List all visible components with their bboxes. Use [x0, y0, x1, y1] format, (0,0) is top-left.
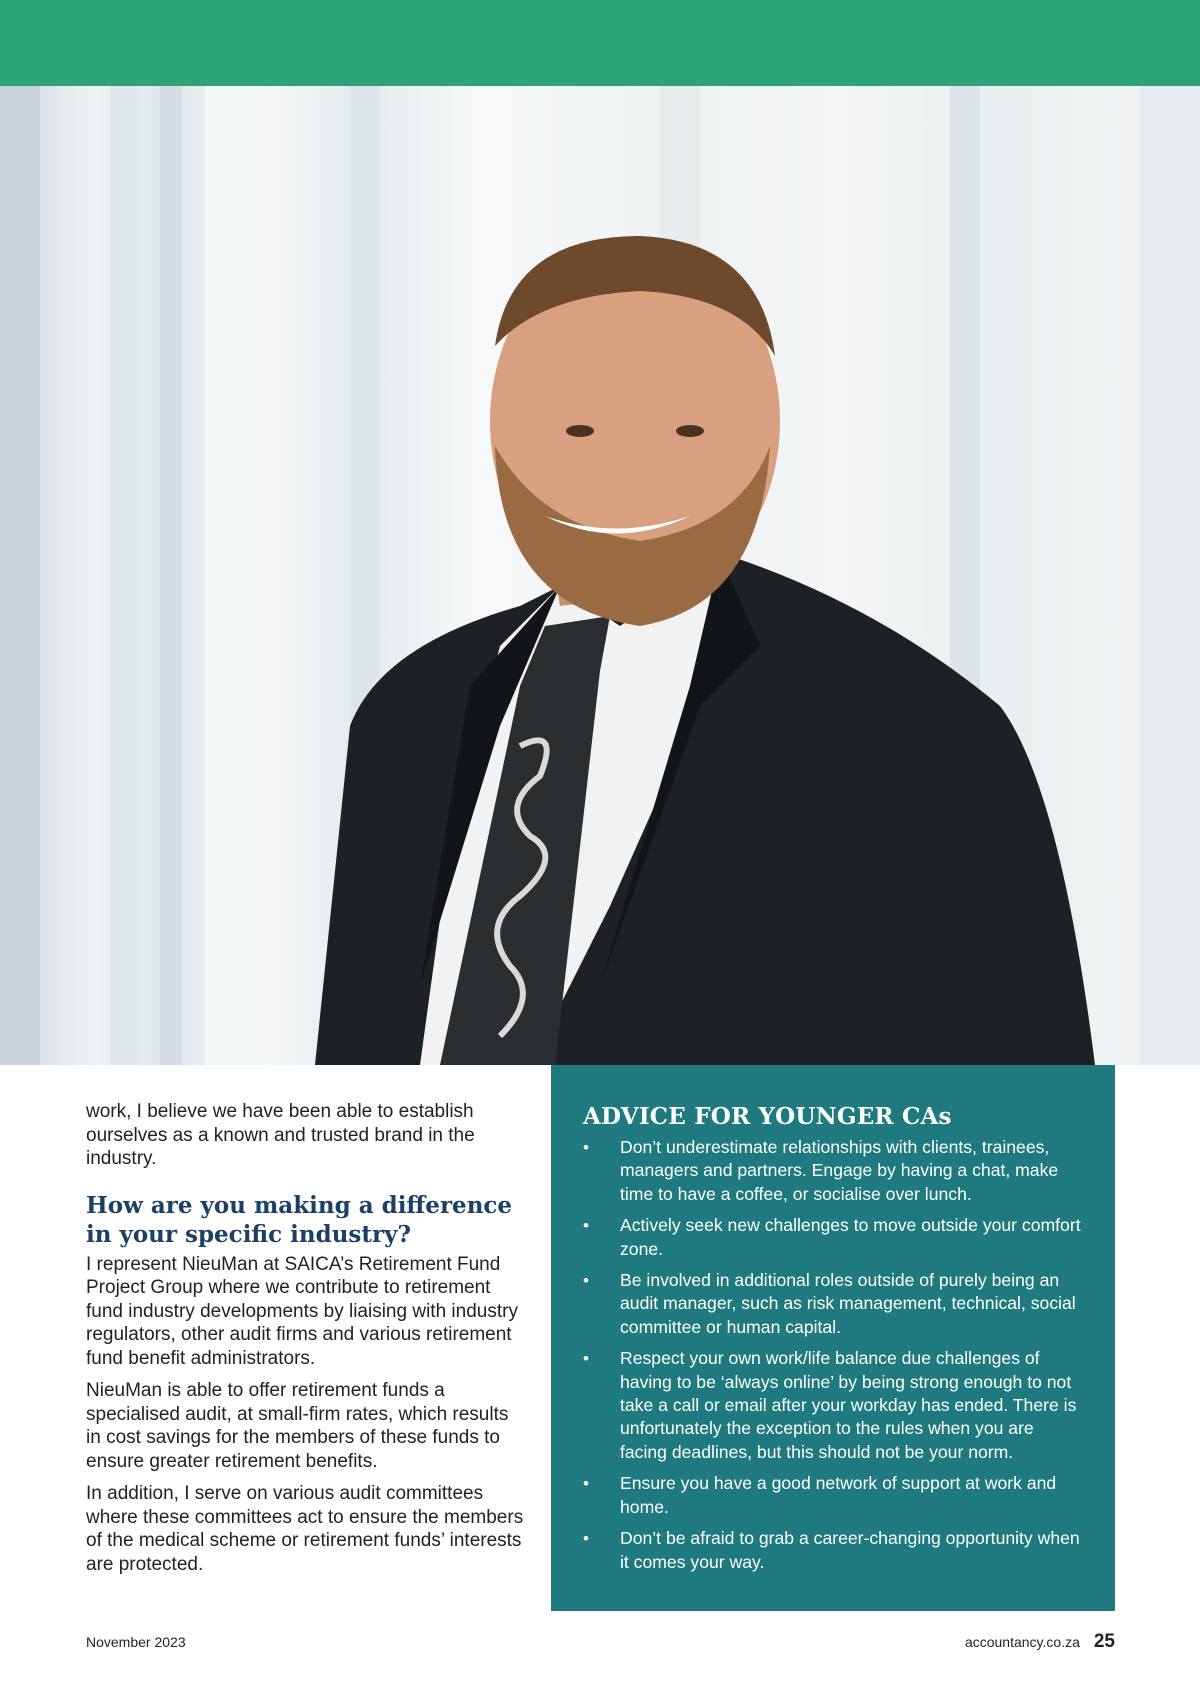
page-number: 25 — [1093, 1631, 1115, 1652]
footer-date: November 2023 — [86, 1634, 186, 1650]
footer-site: accountancy.co.za — [964, 1634, 1080, 1650]
bullet-icon: • — [583, 1474, 589, 1494]
person-illustration — [0, 86, 1200, 1065]
bullet-icon: • — [583, 1271, 589, 1291]
body-paragraph: In addition, I serve on various audit committees where these committees act to ensure the members of the medical scheme or retirement funds’ interests are protected. — [86, 1483, 524, 1575]
article-left-column — [86, 1100, 526, 1585]
advice-item: • Don’t underestimate relationships with clients, trainees, managers and partners. Engage by having a chat, make time to have a coffee, or socialise over lunch. — [583, 1137, 1059, 1204]
advice-box — [551, 1065, 1115, 1611]
body-paragraph: I represent NieuMan at SAICA’s Retirement Fund Project Group where we contribute to retirement fund industry developments by liaising with industry regulators, other audit firms and various retirement fund benefit administrators. — [86, 1253, 518, 1369]
advice-item: • Be involved in additional roles outside of purely being an audit manager, such as risk management, technical, social committee or human capital. — [583, 1270, 1076, 1337]
bullet-icon: • — [583, 1529, 589, 1549]
bullet-icon: • — [583, 1349, 589, 1369]
advice-title: ADVICE FOR YOUNGER CAs — [583, 1103, 952, 1130]
portrait-photo — [0, 86, 1200, 1065]
section-heading: How are you making a difference in your specific industry? — [86, 1191, 513, 1248]
advice-item: • Ensure you have a good network of support at work and home. — [583, 1473, 1057, 1517]
advice-list — [583, 1136, 1085, 1574]
top-color-band — [0, 0, 1200, 86]
intro-paragraph: work, I believe we have been able to establish ourselves as a known and trusted brand in the industry. — [86, 1101, 475, 1169]
advice-item: • Respect your own work/life balance due challenges of having to be ‘always online’ by being strong enough to not take a call or email after your workday has ended. There is unfortunately the exception to the rules when you are facing deadlines, but this should not be your norm. — [583, 1348, 1077, 1462]
advice-item: • Don’t be afraid to grab a career-changing opportunity when it comes your way. — [583, 1528, 1080, 1572]
advice-item: • Actively seek new challenges to move outside your comfort zone. — [583, 1215, 1081, 1259]
bullet-icon: • — [583, 1216, 589, 1236]
bullet-icon: • — [583, 1138, 589, 1157]
footer-right — [965, 1631, 1115, 1653]
body-paragraph: NieuMan is able to offer retirement funds a specialised audit, at small-firm rates, which results in cost savings for the members of these funds to ensure greater retirement benefits. — [86, 1380, 509, 1472]
